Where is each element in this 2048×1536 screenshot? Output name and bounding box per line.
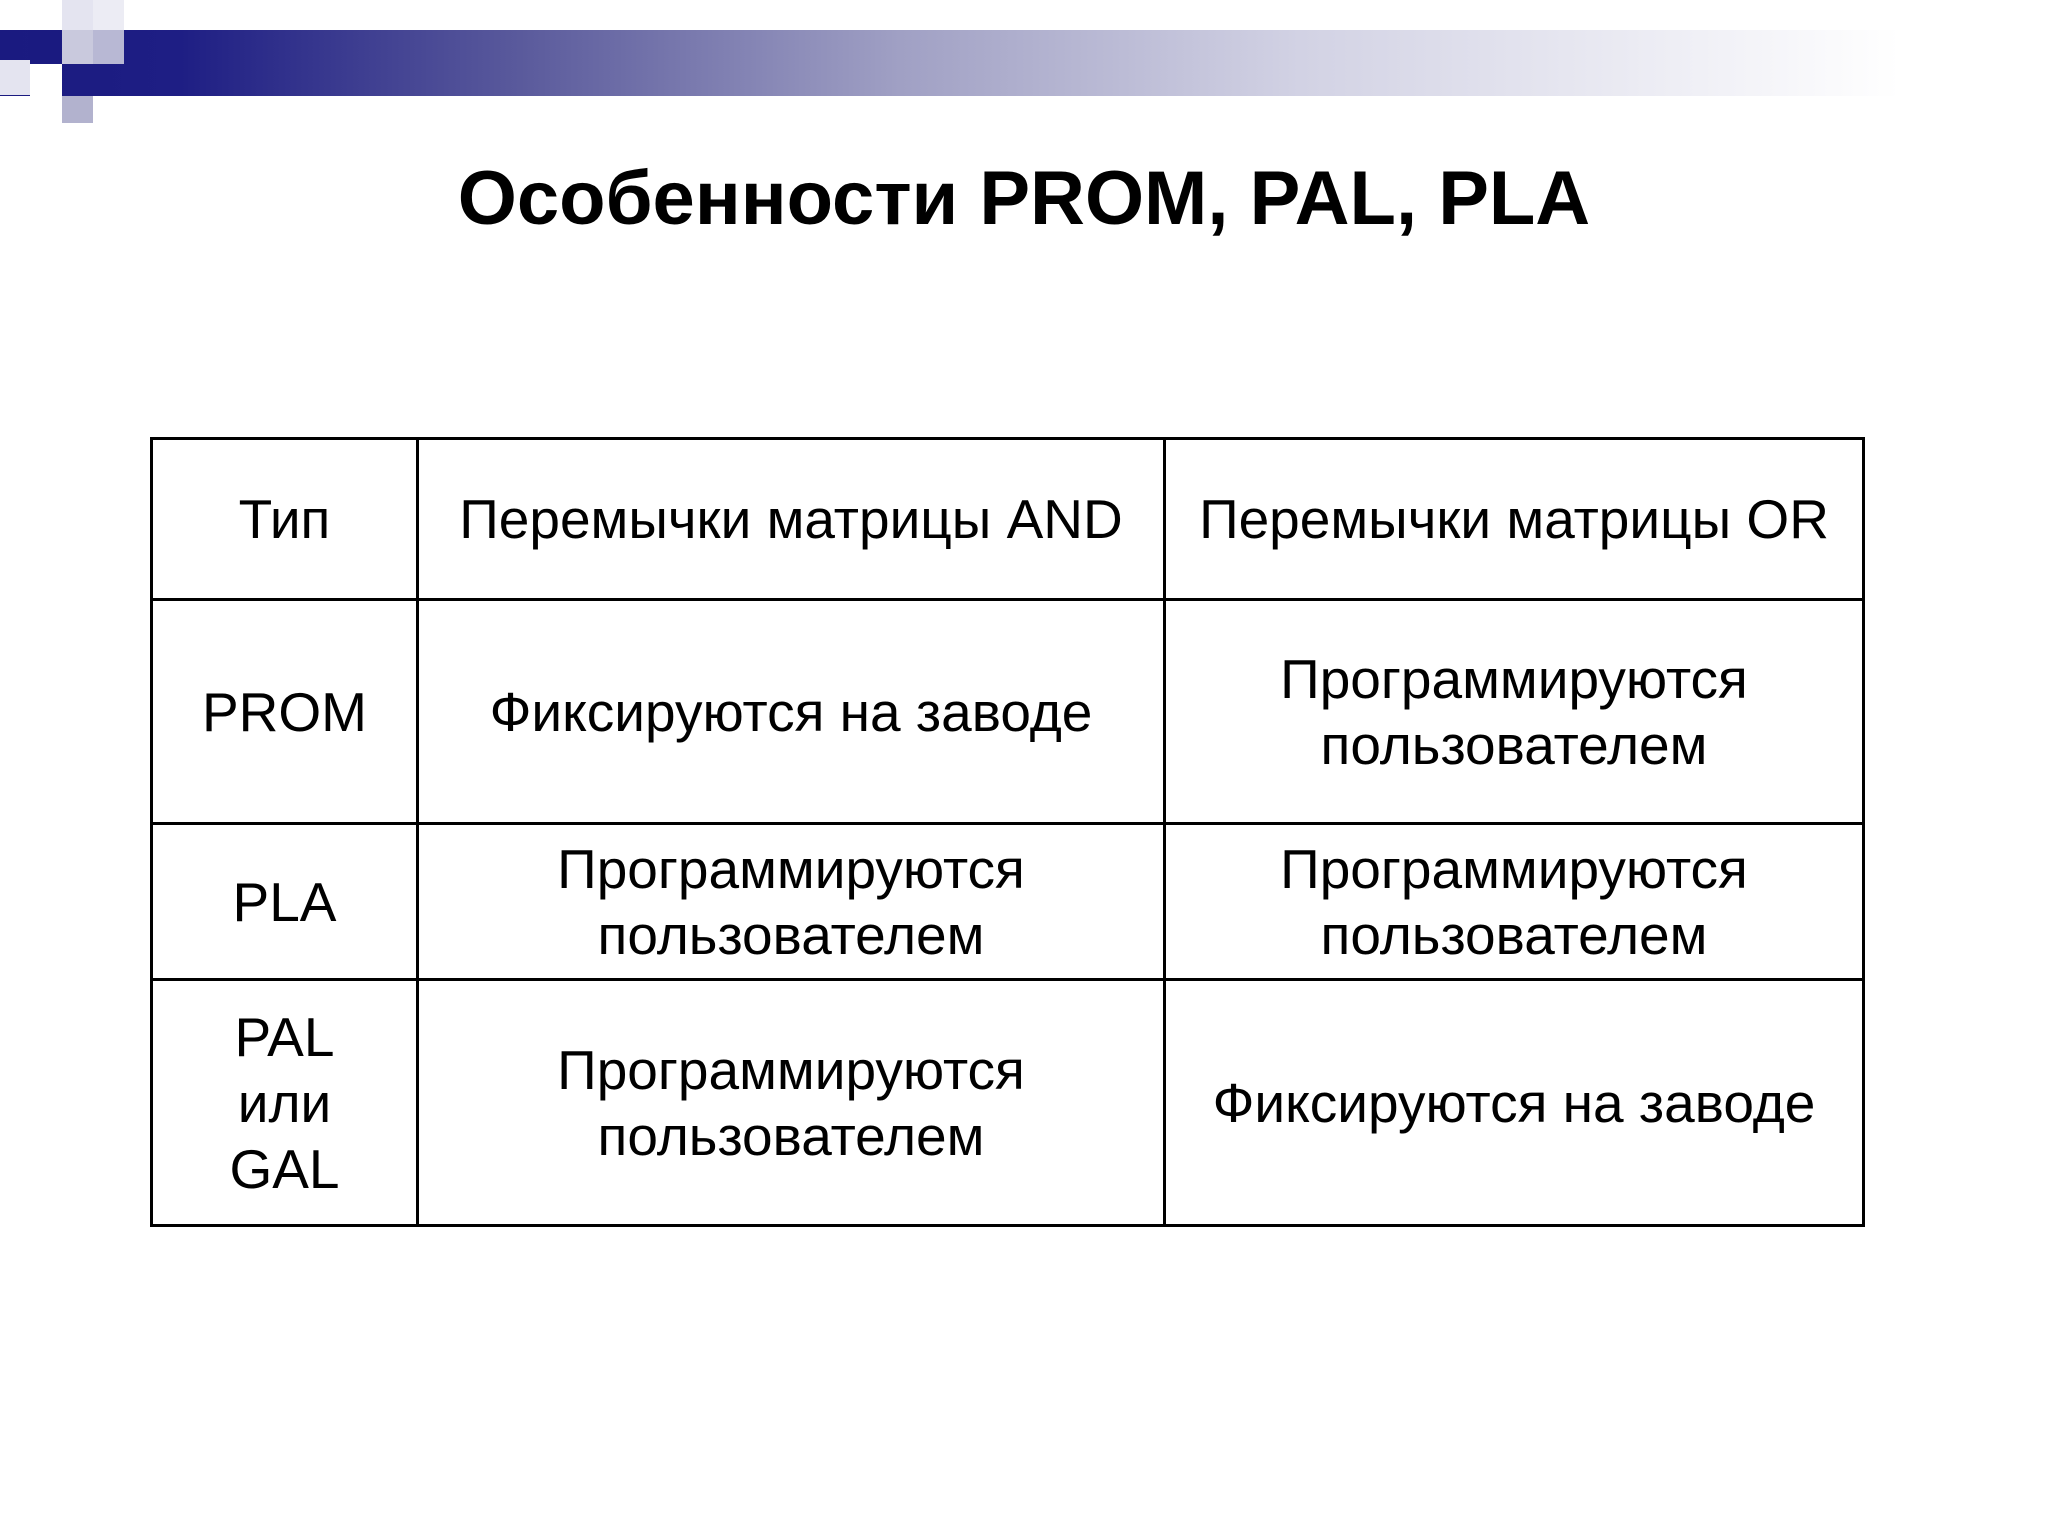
cell-line: пользователем	[1320, 713, 1708, 776]
decor-square	[62, 0, 93, 30]
cell-line: Программируются	[1280, 647, 1748, 710]
cell-line: или	[237, 1071, 332, 1134]
cell-and	[418, 824, 1165, 980]
header-cell-and: Перемычки матрицы AND	[418, 439, 1165, 600]
table-row	[152, 980, 1864, 1226]
cell-line: GAL	[229, 1137, 340, 1200]
decor-square	[28, 30, 61, 63]
decor-square	[93, 0, 124, 30]
cell-type: PLA	[152, 824, 418, 980]
decor-square	[62, 30, 93, 64]
features-table	[150, 437, 1865, 1227]
cell-and	[418, 980, 1165, 1226]
decor-square	[62, 96, 93, 123]
header-gradient-band	[0, 30, 2048, 96]
table-header-row	[152, 439, 1864, 600]
cell-line: пользователем	[597, 903, 985, 966]
cell-or	[1165, 824, 1864, 980]
cell-line: Программируются	[557, 837, 1025, 900]
slide-title: Особенности PROM, PAL, PLA	[457, 156, 1591, 241]
cell-and: Фиксируются на заводе	[418, 600, 1165, 824]
cell-type	[152, 980, 418, 1226]
cell-line: PAL	[234, 1005, 335, 1068]
cell-line: пользователем	[1320, 903, 1708, 966]
decor-square	[0, 60, 30, 95]
table-row	[152, 824, 1864, 980]
table-row	[152, 600, 1864, 824]
cell-line: Программируются	[1280, 837, 1748, 900]
cell-type: PROM	[152, 600, 418, 824]
cell-line: пользователем	[597, 1104, 985, 1167]
header-cell-or: Перемычки матрицы OR	[1165, 439, 1864, 600]
cell-or	[1165, 600, 1864, 824]
cell-line: Программируются	[557, 1038, 1025, 1101]
header-cell-type: Тип	[152, 439, 418, 600]
decor-square	[93, 30, 124, 64]
decor-square	[30, 64, 62, 96]
cell-or: Фиксируются на заводе	[1165, 980, 1864, 1226]
